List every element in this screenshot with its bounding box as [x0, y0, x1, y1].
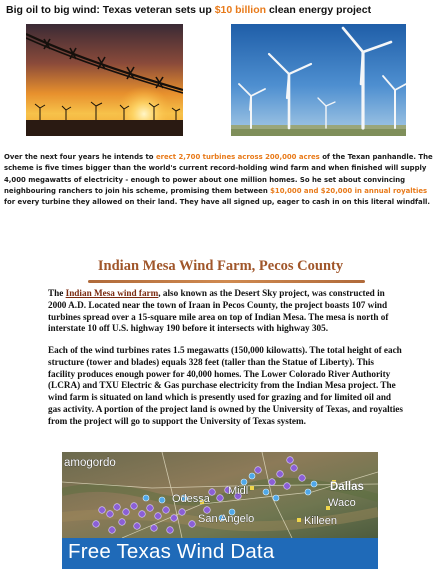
paragraph-1-text-3: for every turbine they allowed on their land. They have all signed up, eager to cash in on this literal windfall. — [4, 198, 431, 207]
headline-text: Big oil to big wind: Texas veteran sets up — [6, 4, 215, 16]
texas-wind-map[interactable] — [62, 452, 378, 538]
map-label-dallas: Dallas — [330, 481, 364, 493]
section-title: Indian Mesa Wind Farm, Pecos County — [97, 258, 344, 274]
headline-text-end: clean energy project — [266, 4, 372, 16]
free-texas-wind-data-banner[interactable] — [62, 538, 378, 569]
banner-text: Free Texas Wind Data — [68, 540, 275, 563]
section-divider — [88, 280, 365, 283]
indian-mesa-wind-farm-link[interactable]: Indian Mesa wind farm — [65, 288, 159, 298]
paragraph-2-text: , also known as the Desert Sky project, was constructed in 2000 A.D. Located near the town of Iraan in Pecos County, the project boasts 107 wind turbines spread over a 15-square mile area on top of Indian Mesa. The mesa is north of interstate 10 off U.S. highway 190 before it intersects with highway 305. — [48, 288, 389, 334]
map-label-odessa: Odessa — [172, 493, 210, 505]
article-paragraph-3: Each of the wind turbines rates 1.5 megawatts (150,000 kilowatts). The total height of each structure (tower and blades) equals 328 feet (taller than the Statue of Liberty). This facility produces enough power for 40,000 homes. The Lower Colorado River Authority (LCRA) and TXU Electric & Gas purchase electricity from the Indian Mesa project. The wind farm is situated on land which is presently used for grazing and for limited oil and gas activity. A portion of the project land is owned by the University of Texas, and royalties from the project will go to support the University of Texas system. — [48, 345, 403, 426]
map-label-waco: Waco — [328, 497, 356, 509]
map-label-san-angelo: San Angelo — [198, 513, 255, 525]
paragraph-1-text: Over the next four years he intends to — [4, 153, 156, 161]
paragraph-1-highlight-royalties: $10,000 and $20,000 in annual royalties — [270, 186, 428, 195]
article-paragraph-2 — [48, 288, 403, 335]
article-paragraph-1 — [4, 152, 437, 208]
map-label-alamogordo: amogordo — [64, 457, 116, 469]
paragraph-1-highlight-turbines: erect 2,700 turbines across 200,000 acres — [155, 153, 320, 161]
paragraph-2-lead: The — [48, 288, 66, 298]
headline — [6, 3, 436, 17]
paragraph-1-text-2: of the Texan panhandle. The scheme is five times bigger than the world's current record-holding wind farm and when finished will supply 4,000 megawatts of electricity - enough to power about one million homes. So he set about convincing neighbouring ranchers to join his scheme, promising them between — [4, 153, 433, 195]
map-label-killeen: Killeen — [304, 515, 338, 527]
headline-highlight: $10 billion — [214, 4, 267, 16]
map-label-midland: Midl — [228, 485, 249, 497]
barbed-wire-sunset-photo — [26, 24, 183, 136]
wind-turbines-photo — [231, 24, 406, 136]
